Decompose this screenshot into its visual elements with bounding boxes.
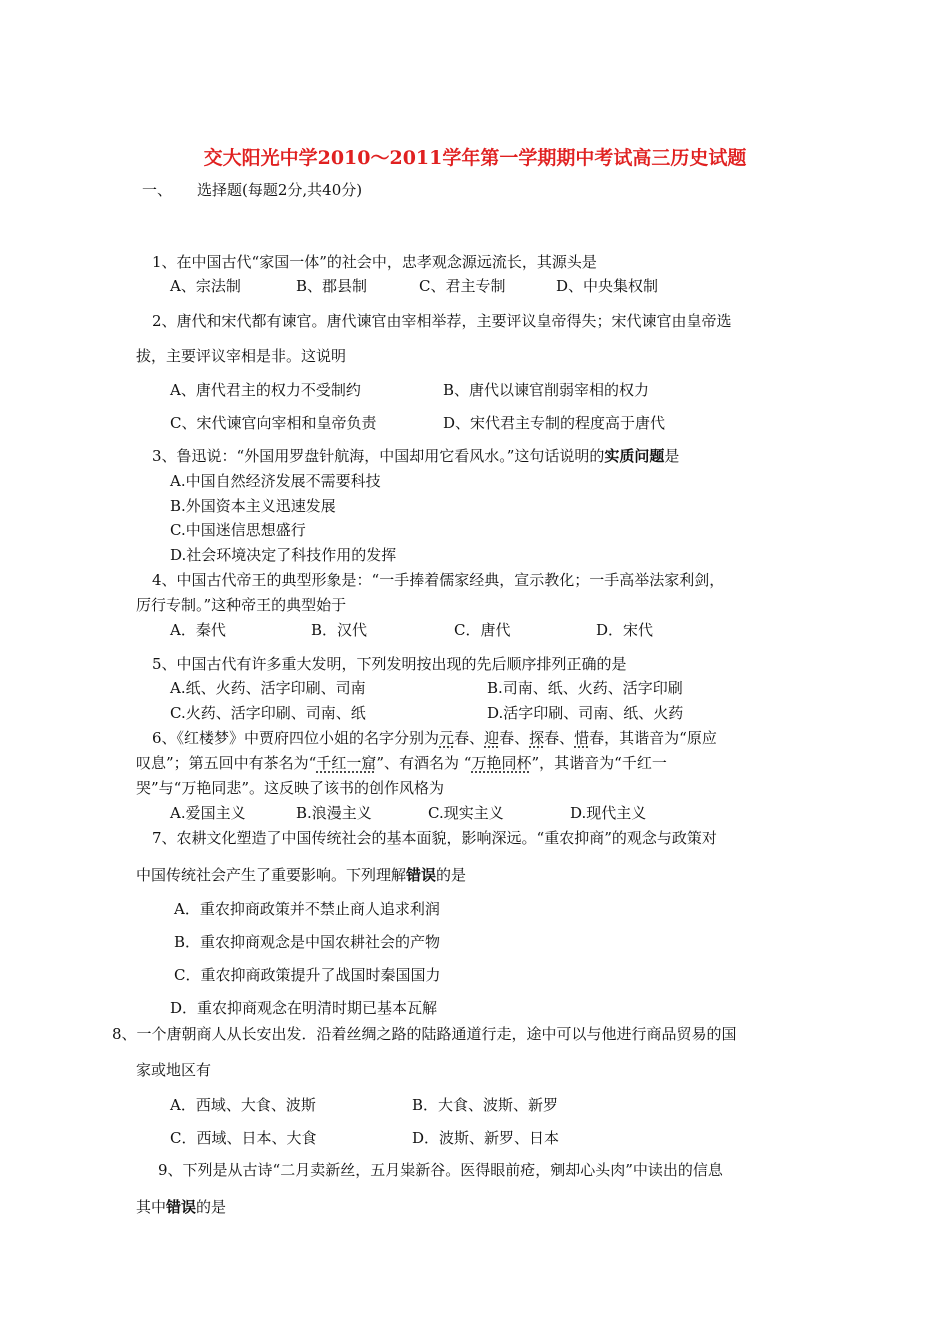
section-number: 一、 (142, 181, 173, 199)
question-4-option-c: C．唐代 (454, 621, 511, 639)
question-2-option-c: C、宋代谏官向宰相和皇帝负责 (170, 414, 377, 432)
question-8-option-a: A．西域、大食、波斯 (170, 1096, 316, 1114)
q6-name-ying: 迎 (484, 729, 500, 747)
question-7-stem-end: 的是 (436, 866, 467, 884)
question-5-stem: 5、中国古代有许多重大发明，下列发明按出现的先后顺序排列正确的是 (152, 655, 627, 673)
question-9-stem-end: 的是 (196, 1198, 227, 1216)
question-8-stem-line1: 8、一个唐朝商人从长安出发．沿着丝绸之路的陆路通道行走，途中可以与他进行商品贸易的国 (112, 1025, 737, 1043)
section-heading: 选择题(每题2分,共40分) (197, 181, 363, 199)
page-title: 交大阳光中学2010～2011学年第一学期期中考试高三历史试题 (203, 147, 747, 169)
question-8-option-d: D．波斯、新罗、日本 (412, 1129, 560, 1147)
question-6-option-c: C.现实主义 (428, 804, 504, 822)
question-7-option-b: B．重农抑商观念是中国农耕社会的产物 (174, 933, 441, 951)
question-3-stem-text: 3、鲁迅说：“外国用罗盘针航海，中国却用它看风水。”这句话说明的 (152, 447, 605, 465)
question-4-stem-line2: 厉行专制。”这种帝王的典型始于 (136, 596, 347, 614)
question-6-stem-line1 (152, 728, 717, 748)
question-4-option-d: D．宋代 (596, 621, 654, 639)
question-1-stem: 1、在中国古代“家国一体”的社会中，忠孝观念源远流长，其源头是 (152, 253, 597, 271)
question-5-option-a: A.纸、火药、活字印刷、司南 (170, 679, 366, 697)
question-6-option-d: D.现代主义 (570, 804, 647, 822)
question-3-emphasis: 实质问题 (604, 447, 665, 465)
question-3-stem (152, 446, 679, 466)
question-8-option-c: C．西域、日本、大食 (170, 1129, 317, 1147)
question-1-option-a: A、宗法制 (170, 277, 241, 295)
q6-tea-name: 千红一窟 (316, 754, 377, 772)
question-7-stem-line2 (136, 865, 466, 885)
q6-name-xi: 惜 (574, 729, 590, 747)
question-4-option-a: A．秦代 (170, 621, 226, 639)
q6-wine-name: 万艳同杯 (471, 754, 532, 772)
question-2-option-d: D、宋代君主专制的程度高于唐代 (443, 414, 666, 432)
question-3-stem-end: 是 (664, 447, 680, 465)
question-3-option-a: A.中国自然经济发展不需要科技 (170, 472, 381, 490)
question-1-option-b: B、郡县制 (296, 277, 368, 295)
question-2-stem-line1: 2、唐代和宋代都有谏官。唐代谏官由宰相举荐，主要评议皇帝得失；宋代谏官由皇帝选 (152, 312, 732, 330)
q6-text-8: ”，其谐音为“千红一 (531, 754, 667, 772)
question-7-emphasis: 错误 (406, 866, 437, 884)
question-8-option-b: B．大食、波斯、新罗 (412, 1096, 559, 1114)
question-9-emphasis: 错误 (166, 1198, 197, 1216)
question-3-option-d: D.社会环境决定了科技作用的发挥 (170, 546, 397, 564)
question-7-option-c: C．重农抑商政策提升了战国时秦国国力 (174, 966, 441, 984)
question-5-option-d: D.活字印刷、司南、纸、火药 (487, 704, 684, 722)
question-7-stem-text: 中国传统社会产生了重要影响。下列理解 (136, 866, 407, 884)
question-2-option-b: B、唐代以谏官削弱宰相的权力 (443, 381, 650, 399)
q6-text-7: ”、有酒名为 “ (376, 754, 472, 772)
q6-text-6: 叹息”；第五回中有茶名为“ (136, 754, 317, 772)
question-5-option-b: B.司南、纸、火药、活字印刷 (487, 679, 683, 697)
question-9-stem-text: 其中 (136, 1198, 167, 1216)
q6-text-1: 6、《红楼梦》中贾府四位小姐的名字分别为 (152, 729, 440, 747)
question-9-stem-line1: 9、下列是从古诗“二月卖新丝，五月粜新谷。医得眼前疮，剜却心头肉”中读出的信息 (158, 1161, 723, 1179)
question-9-stem-line2 (136, 1197, 226, 1217)
question-6-stem-line2 (136, 753, 667, 773)
q6-text-5: 春，其谐音为“原应 (589, 729, 717, 747)
question-7-option-a: A．重农抑商政策并不禁止商人追求利润 (174, 900, 440, 918)
question-6-option-b: B.浪漫主义 (296, 804, 372, 822)
question-4-stem-line1: 4、中国古代帝王的典型形象是：“一手捧着儒家经典，宣示教化；一手高举法家利剑， (152, 571, 725, 589)
question-1-option-c: C、君主专制 (419, 277, 506, 295)
question-5-option-c: C.火药、活字印刷、司南、纸 (170, 704, 366, 722)
q6-text-3: 春、 (499, 729, 530, 747)
question-4-option-b: B．汉代 (311, 621, 368, 639)
question-3-option-b: B.外国资本主义迅速发展 (170, 497, 336, 515)
question-3-option-c: C.中国迷信思想盛行 (170, 521, 306, 539)
question-1-option-d: D、中央集权制 (556, 277, 659, 295)
q6-name-yuan: 元 (439, 729, 455, 747)
question-2-stem-line2: 拔，主要评议宰相是非。这说明 (136, 347, 347, 365)
question-2-option-a: A、唐代君主的权力不受制约 (170, 381, 361, 399)
question-6-stem-line3: 哭”与“万艳同悲”。这反映了该书的创作风格为 (136, 779, 445, 797)
q6-text-4: 春、 (544, 729, 575, 747)
question-8-stem-line2: 家或地区有 (136, 1061, 212, 1079)
q6-text-2: 春、 (454, 729, 485, 747)
question-6-option-a: A.爱国主义 (170, 804, 246, 822)
q6-name-tan: 探 (529, 729, 545, 747)
question-7-option-d: D．重农抑商观念在明清时期已基本瓦解 (170, 999, 438, 1017)
question-7-stem-line1: 7、农耕文化塑造了中国传统社会的基本面貌，影响深远。“重农抑商”的观念与政策对 (152, 829, 717, 847)
